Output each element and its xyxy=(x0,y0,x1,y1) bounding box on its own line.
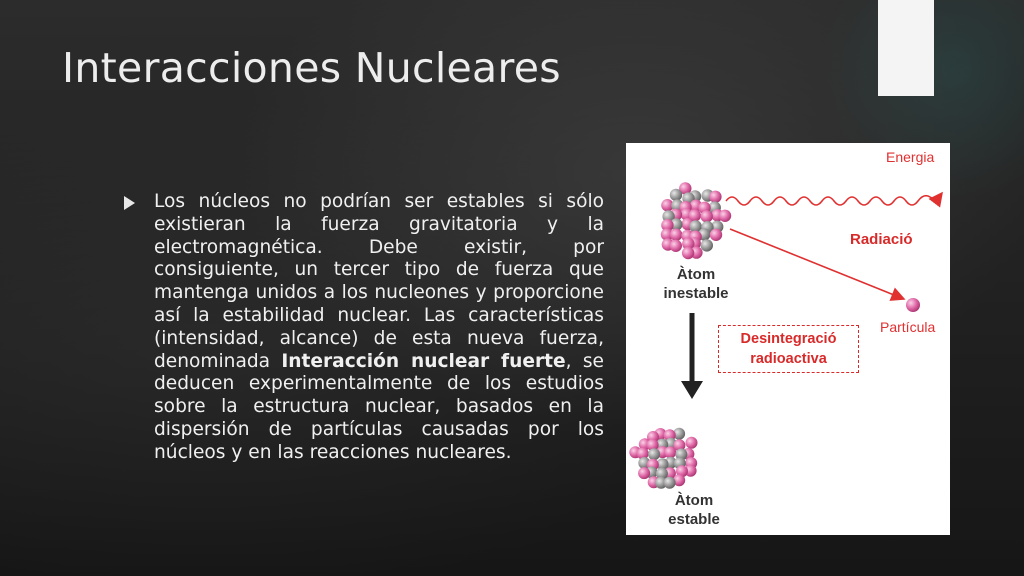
nucleon xyxy=(682,247,694,259)
bullet-text-part1: Los núcleos no podrían ser estables si sólo existieran la fuerza gravitatoria y la electromagnética. Debe existir, por consiguiente, un tercer tipo de fuerza que mantenga unidos a los nucleones y proporcione así la estabilidad nuclear. Las características (intensidad, alcance) de esta nueva fuerza, denominada xyxy=(154,191,604,372)
energy-wave xyxy=(726,193,942,205)
bullet-item xyxy=(124,191,604,465)
nuclear-decay-figure xyxy=(626,143,950,535)
unstable-nucleus xyxy=(661,182,731,259)
bullet-text-part2: , se deducen experimentalmente de los estudios sobre la estructura nuclear, basados en la dispersión de partículas causadas por los núcleos y en las reacciones nucleares. xyxy=(154,350,604,463)
label-atom-estable xyxy=(654,491,734,529)
desintegracio-box xyxy=(718,325,859,373)
accent-bar xyxy=(878,0,934,96)
label-atom-estable-line1: Àtom xyxy=(674,492,714,509)
nucleon xyxy=(664,477,676,489)
label-desintegracio-line1: Desintegració xyxy=(740,331,837,347)
bullet-text xyxy=(154,191,604,465)
particle xyxy=(906,298,920,312)
label-atom-inestable-line1: Àtom xyxy=(676,266,716,283)
nucleon xyxy=(670,240,682,252)
nucleon xyxy=(710,229,722,241)
nucleon xyxy=(719,210,731,222)
triangle-bullet-icon xyxy=(124,196,135,210)
nucleon xyxy=(638,467,650,479)
nucleon xyxy=(701,239,713,251)
nucleon xyxy=(686,437,698,449)
bullet-text-bold: Interacción nuclear fuerte xyxy=(281,350,566,372)
slide-title: Interacciones Nucleares xyxy=(62,44,561,92)
nucleon xyxy=(670,189,682,201)
stable-nucleus xyxy=(629,428,697,489)
label-energia: Energia xyxy=(886,149,935,165)
label-radiacio: Radiació xyxy=(850,231,913,248)
label-atom-estable-line2: estable xyxy=(668,511,720,528)
nucleon xyxy=(709,191,721,203)
label-particula: Partícula xyxy=(880,319,936,335)
nucleon xyxy=(701,210,713,222)
nucleon xyxy=(670,229,682,241)
nucleon xyxy=(664,446,676,458)
nucleon xyxy=(648,448,660,460)
label-desintegracio-line2: radioactiva xyxy=(750,351,827,367)
down-arrow-head xyxy=(681,381,703,399)
label-atom-inestable xyxy=(656,265,736,303)
label-atom-inestable-line2: inestable xyxy=(663,285,729,302)
